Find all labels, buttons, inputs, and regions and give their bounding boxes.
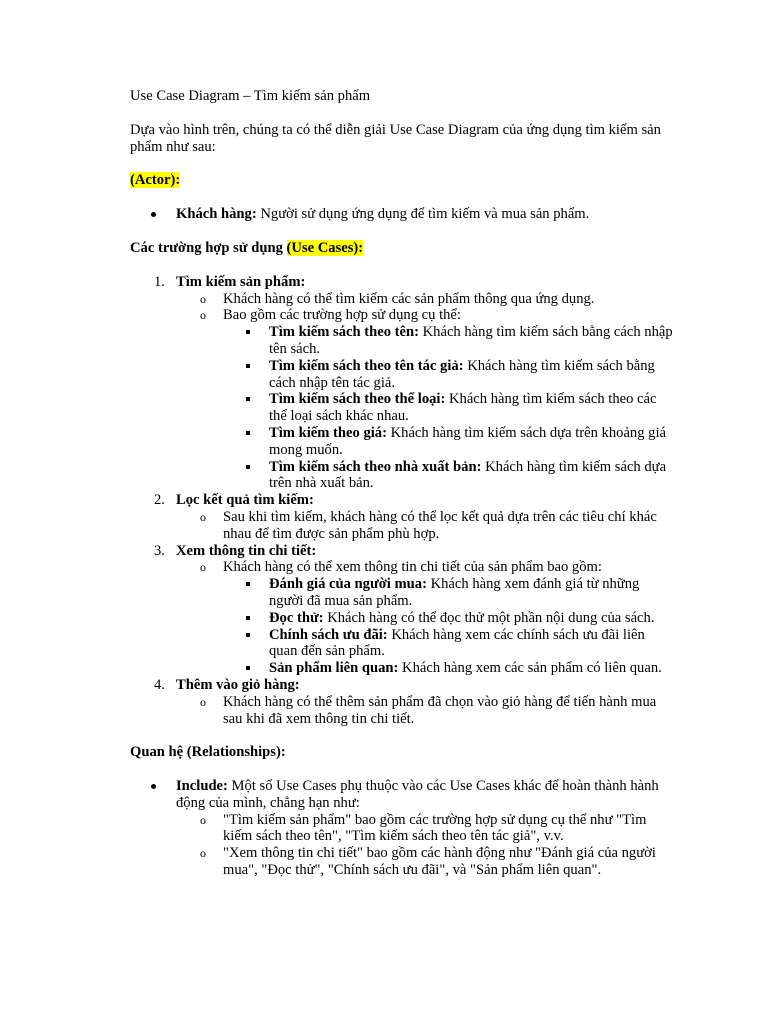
sub-text: Sau khi tìm kiếm, khách hàng có thể lọc kết quả dựa trên các tiêu chí khác nhau để tìm được sản phẩm phù hợp. (223, 508, 657, 542)
actor-heading (130, 172, 675, 189)
actor-list (130, 206, 675, 223)
usecase-sub-item (130, 509, 675, 543)
circle-bullet-icon: o (200, 560, 206, 575)
detail-text: Khách hàng xem các sản phẩm có liên quan. (398, 660, 662, 677)
detail-title: Tìm kiếm sách theo tên tác giả: (269, 357, 464, 374)
detail-title: Tìm kiếm sách theo nhà xuất bản: (269, 458, 482, 475)
detail-item (130, 324, 675, 358)
square-bullet-icon (246, 633, 250, 637)
square-bullet-icon (246, 364, 250, 368)
actor-description: Người sử dụng ứng dụng để tìm kiếm và mua sản phẩm. (256, 206, 590, 223)
usecase-number: 4. (154, 676, 165, 693)
bullet-icon (151, 784, 156, 789)
detail-item (130, 660, 675, 677)
sub-text: Khách hàng có thể xem thông tin chi tiết của sản phẩm bao gồm: (223, 559, 602, 576)
sub-text: "Tìm kiếm sản phẩm" bao gồm các trường hợp sử dụng cụ thể như "Tìm kiếm sách theo tên", "Tìm kiếm sách theo tên tác giả", v.v. (223, 811, 647, 845)
actor-item (130, 206, 675, 223)
usecase-list (130, 274, 675, 728)
relationships-list (130, 778, 675, 879)
relationship-sub-item (130, 845, 675, 879)
relationships-heading-text: Quan hệ (Relationships): (130, 744, 286, 761)
usecase-number: 2. (154, 492, 165, 509)
usecase-title: Tìm kiếm sản phẩm: (176, 273, 306, 290)
detail-title: Tìm kiếm sách theo tên: (269, 324, 419, 341)
actor-heading-text: (Actor): (130, 172, 181, 189)
square-bullet-icon (246, 431, 250, 435)
detail-text: Khách hàng xem đánh giá từ những người đã mua sản phẩm. (269, 576, 640, 609)
detail-title: Đánh giá của người mua: (269, 576, 427, 593)
sub-text: Bao gồm các trường hợp sử dụng cụ thể: (223, 307, 461, 324)
detail-item (130, 459, 675, 493)
circle-bullet-icon: o (200, 846, 206, 861)
circle-bullet-icon: o (200, 812, 206, 827)
usecases-heading (130, 240, 675, 257)
sub-text: Khách hàng có thể thêm sản phẩm đã chọn vào giỏ hàng để tiến hành mua sau khi đã xem thông tin chi tiết. (223, 693, 657, 727)
usecase-item (130, 492, 675, 509)
detail-text: Khách hàng tìm kiếm sách bằng cách nhập tên tác giả. (269, 357, 655, 391)
detail-item (130, 425, 675, 459)
relationship-text: Một số Use Cases phụ thuộc vào các Use Cases khác để hoàn thành hành động của mình, chẳng hạn như: (176, 778, 659, 811)
usecase-number: 1. (154, 273, 165, 290)
usecase-sub-item (130, 694, 675, 728)
sub-text: Khách hàng có thể tìm kiếm các sản phẩm thông qua ứng dụng. (223, 290, 595, 307)
detail-text: Khách hàng tìm kiếm sách dựa trên khoảng giá mong muốn. (269, 424, 666, 458)
detail-item (130, 358, 675, 392)
relationships-heading (130, 744, 675, 761)
usecase-item (130, 543, 675, 560)
detail-item (130, 610, 675, 627)
detail-item (130, 576, 675, 610)
usecase-item (130, 677, 675, 694)
detail-title: Chính sách ưu đãi: (269, 626, 388, 643)
detail-text: Khách hàng tìm kiếm sách dựa trên nhà xuất bản. (269, 458, 667, 492)
detail-item (130, 627, 675, 661)
usecase-title: Thêm vào giỏ hàng: (176, 676, 300, 693)
usecase-sub-item (130, 291, 675, 308)
usecases-heading-text: Các trường hợp sử dụng (130, 239, 287, 256)
square-bullet-icon (246, 666, 250, 670)
usecase-sub-item (130, 307, 675, 324)
detail-item (130, 391, 675, 425)
circle-bullet-icon: o (200, 509, 206, 524)
detail-title: Đọc thử: (269, 609, 324, 626)
square-bullet-icon (246, 397, 250, 401)
square-bullet-icon (246, 465, 250, 469)
relationship-item (130, 778, 675, 812)
detail-text: Khách hàng xem các chính sách ưu đãi liên quan đến sản phẩm. (269, 626, 645, 660)
bullet-icon (151, 212, 156, 217)
detail-title: Tìm kiếm sách theo thể loại: (269, 391, 446, 408)
circle-bullet-icon: o (200, 291, 206, 306)
detail-title: Tìm kiếm theo giá: (269, 424, 387, 441)
relationship-title: Include: (176, 778, 228, 795)
intro-paragraph: Dựa vào hình trên, chúng ta có thể diễn giải Use Case Diagram của ứng dụng tìm kiếm sản phẩm như sau: (130, 121, 661, 155)
document-title: Use Case Diagram – Tìm kiếm sản phẩm (130, 88, 371, 104)
detail-text: Khách hàng tìm kiếm sách theo các thể loại sách khác nhau. (269, 391, 657, 425)
square-bullet-icon (246, 616, 250, 620)
usecase-number: 3. (154, 542, 165, 559)
document-body (130, 88, 675, 879)
usecase-title: Xem thông tin chi tiết: (176, 542, 317, 559)
sub-text: "Xem thông tin chi tiết" bao gồm các hành động như "Đánh giá của người mua", "Đọc thử", "Chính sách ưu đãi", và "Sản phẩm liên quan". (223, 845, 656, 879)
detail-text: Khách hàng có thể đọc thử một phần nội dung của sách. (323, 609, 655, 626)
usecase-item (130, 274, 675, 291)
actor-name: Khách hàng: (176, 206, 257, 223)
circle-bullet-icon: o (200, 694, 206, 709)
usecase-title: Lọc kết quả tìm kiếm: (176, 492, 314, 509)
detail-text: Khách hàng tìm kiếm sách bằng cách nhập tên sách. (269, 324, 673, 357)
detail-title: Sản phẩm liên quan: (269, 660, 399, 677)
circle-bullet-icon: o (200, 308, 206, 323)
square-bullet-icon (246, 330, 250, 334)
usecase-sub-item (130, 559, 675, 576)
usecases-heading-highlight: (Use Cases): (286, 239, 364, 256)
square-bullet-icon (246, 582, 250, 586)
relationship-sub-item (130, 812, 675, 846)
